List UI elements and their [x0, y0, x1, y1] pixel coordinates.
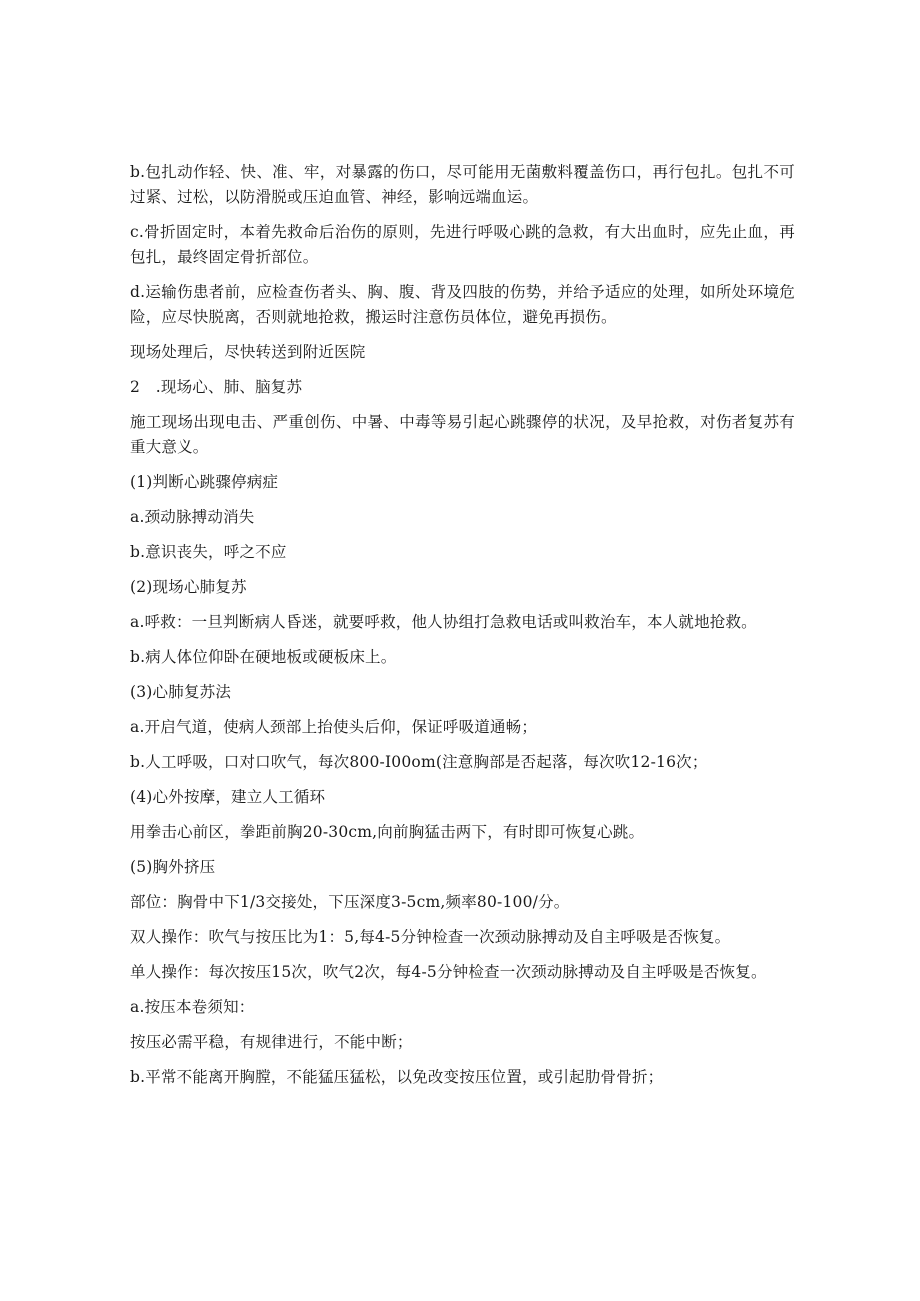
paragraph-compression-position: 部位：胸骨中下1/3交接处，下压深度3-5cm,频率80-100/分。 [130, 893, 570, 911]
paragraph-transfer-hospital: 现场处理后，尽快转送到附近医院 [130, 343, 366, 361]
document-body [130, 160, 795, 1100]
paragraph-two-person: 双人操作：吹气与按压比为1：5,每4-5分钟检查一次颈动脉搏动及自主呼吸是否恢复。 [130, 928, 731, 946]
paragraph-precordial-thump: 用拳击心前区，拳距前胸20-30cm,向前胸猛击两下，有时即可恢复心跳。 [130, 823, 645, 841]
list-item-hand-position: b.平常不能离开胸膛，不能猛压猛松，以免改变按压位置，或引起肋骨骨折； [130, 1068, 664, 1086]
list-item-unconscious: b.意识丧失，呼之不应 [130, 543, 287, 561]
paragraph-fracture-fixation: c.骨折固定时，本着先救命后治伤的原则，先进行呼吸心跳的急救，有大出血时，应先止血，再包扎，最终固定骨折部位。 [130, 223, 795, 266]
paragraph-transport-check: d.运输伤患者前，应检查伤者头、胸、腹、背及四肢的伤势，并给予适应的处理，如所处环境危险，应尽快脱离，否则就地抢救，搬运时注意伤员体位，避免再损伤。 [130, 283, 795, 326]
list-item-open-airway: a.开启气道，使病人颈部上抬使头后仰，保证呼吸道通畅； [130, 718, 538, 736]
list-item-rescue-breathing: b.人工呼吸，口对口吹气，每次800-I00om(注意胸部是否起落，每次吹12-16次； [130, 753, 708, 771]
subheading-heart-massage: (4)心外按摩，建立人工循环 [130, 788, 326, 806]
subheading-diagnosis: (1)判断心跳骤停病症 [130, 473, 279, 491]
paragraph-steady-compression: 按压必需平稳，有规律进行，不能中断； [130, 1033, 413, 1051]
subheading-cpr-method: (3)心肺复苏法 [130, 683, 232, 701]
list-item-compression-notes: a.按压本卷须知： [130, 998, 255, 1016]
paragraph-bandaging: b.包扎动作轻、快、准、牢，对暴露的伤口，尽可能用无菌敷料覆盖伤口，再行包扎。包扎不可过紧、过松，以防滑脱或压迫血管、神经，影响远端血运。 [130, 163, 795, 206]
list-item-patient-position: b.病人体位仰卧在硬地板或硬板床上。 [130, 648, 397, 666]
paragraph-cardiac-arrest-intro: 施工现场出现电击、严重创伤、中暑、中毒等易引起心跳骤停的状况，及早抢救，对伤者复苏有重大意义。 [130, 413, 795, 456]
subheading-onsite-cpr: (2)现场心肺复苏 [130, 578, 247, 596]
section-heading-cpr: 2 .现场心、肺、脑复苏 [130, 378, 303, 396]
paragraph-single-person: 单人操作：每次按压15次，吹气2次，每4-5分钟检查一次颈动脉搏动及自主呼吸是否恢复。 [130, 963, 767, 981]
list-item-carotid-pulse: a.颈动脉搏动消失 [130, 508, 255, 526]
list-item-call-help: a.呼救：一旦判断病人昏迷，就要呼救，他人协组打急救电话或叫救治车，本人就地抢救。 [130, 613, 757, 631]
subheading-chest-compression: (5)胸外挤压 [130, 858, 216, 876]
